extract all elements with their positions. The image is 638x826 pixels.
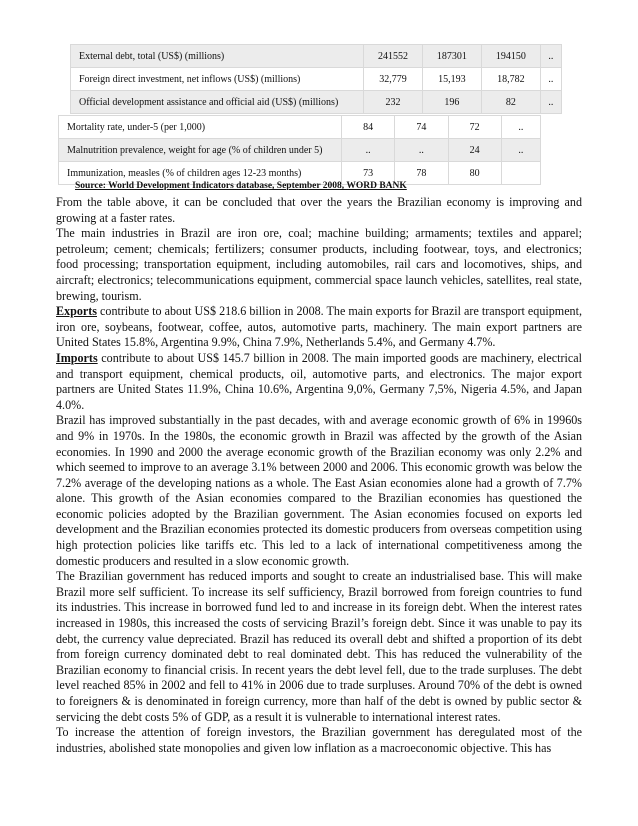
paragraph-exports	[56, 304, 582, 351]
table-cell: ..	[501, 139, 540, 162]
row-label: Official development assistance and official aid (US$) (millions)	[71, 91, 364, 114]
table-cell: 194150	[481, 45, 540, 68]
table-cell: 74	[395, 116, 448, 139]
table-cell: 82	[481, 91, 540, 114]
table-source-note: Source: World Development Indicators database, September 2008, WORD BANK	[75, 181, 407, 191]
table-cell: 187301	[422, 45, 481, 68]
table-row	[71, 68, 562, 91]
table-cell: 80	[448, 162, 501, 185]
table-cell: 196	[422, 91, 481, 114]
table-cell: 15,193	[422, 68, 481, 91]
table-cell: ..	[395, 139, 448, 162]
paragraph: From the table above, it can be concluded that over the years the Brazilian economy is improving and growing at a faster rates.	[56, 195, 582, 225]
table-row	[71, 91, 562, 114]
table-cell: ..	[540, 68, 561, 91]
table-cell: ..	[342, 139, 395, 162]
table-cell: 84	[342, 116, 395, 139]
table-cell: 78	[395, 162, 448, 185]
paragraph: The main industries in Brazil are iron ore, coal; machine building; armaments; textiles and apparel; petroleum; cement; chemicals; fertilizers; consumer products, including footwear, toys, and electronics; food processing; transportation equipment, including automobiles, rail cars and locomotives, ships, and aircraft; electronics; telecommunications equipment, commercial space launch vehicles, satellites, real state, brewing, tourism.	[56, 226, 582, 303]
table-cell: ..	[540, 91, 561, 114]
table-cell: 232	[364, 91, 423, 114]
table-cell: 18,782	[481, 68, 540, 91]
paragraph-text: contribute to about US$ 145.7 billion in 2008. The main imported goods are machinery, electrical and transport equipment, chemical products, oil, automotive parts, and electronics. The major export partners are United States 11.9%, China 10.6%, Argentina 9,0%, Germany 7,5%, Nigeria 4.5%, and Japan 4.0%.	[56, 350, 582, 412]
table-row	[59, 139, 541, 162]
table-cell: ..	[540, 45, 561, 68]
row-label: Foreign direct investment, net inflows (US$) (millions)	[71, 68, 364, 91]
row-label: External debt, total (US$) (millions)	[71, 45, 364, 68]
paragraph: Brazil has improved substantially in the past decades, with and average economic growth of 6% in 19960s and 9% in 1970s. In the 1980s, the economic growth in Brazil was affected by the growth of the Asian economies. In 1990 and 2000 the average economic growth of the Brazilian economy was only 2.2% and which seemed to improve to an average 3.1% between 2000 and 2006. This economic growth was below the 7.2% average of the developing nations as a whole. The East Asian economies alone had a growth of 7.7% alone. This growth of the Asian economies compared to the Brazilian economies has questioned the economic policies adopted by the Brazilian government. The Asian economies focused on exports led development and the Brazilian economies protected its domestic producers from overseas competition using high protection policies like tariffs etc. This led to a lack of international competitiveness among the domestic producers and resulted in a slow economic growth.	[56, 413, 582, 568]
imports-keyword: Imports	[56, 350, 98, 365]
row-label: Immunization, measles (% of children ages 12-23 months)	[59, 162, 342, 185]
table-row	[71, 45, 562, 68]
table-cell: 73	[342, 162, 395, 185]
table-row	[59, 116, 541, 139]
table-cell: 72	[448, 116, 501, 139]
table-cell: 24	[448, 139, 501, 162]
table-cell: 241552	[364, 45, 423, 68]
paragraph-text: contribute to about US$ 218.6 billion in 2008. The main exports for Brazil are transport equipment, iron ore, soybeans, footwear, coffee, autos, automotive parts, machinery. The main export partners are United States 15.8%, Argentina 9.9%, China 7.9%, Netherlands 5.4%, and Germany 4.7%.	[56, 304, 582, 350]
paragraph: The Brazilian government has reduced imports and sought to create an industrialised base. This will make Brazil more self sufficient. To increase its self sufficiency, Brazil borrowed from foreign countries to fund its industries. This increase in borrowed fund led to and increase in its foreign debt. When the interest rates increased in 1980s, this increased the costs of servicing Brazil’s foreign debt. Since it was unable to pay its debt, the currency value depreciated. Brazil has reduced its overall debt and shifted a proportion of its debt from foreign currency dominated debt to real dominated debt. This has reduced the vulnerability of the Brazilian economy to financial crisis. In recent years the debt level fell, due to the trade surpluses. The debt level reached 85% in 2002 and fell to 41% in 2006 due to trade surpluses. Around 70% of the debt is owned to foreigners & is denominated in foreign currency, more than half of the debt is owned by public sector & servicing the debt costs 5% of GDP, as a result it is vulnerable to international interest rates.	[56, 569, 582, 724]
paragraph: To increase the attention of foreign investors, the Brazilian government has deregulated most of the industries, abolished state monopolies and given low inflation as a macroeconomic objective. This has	[56, 725, 582, 755]
table-cell	[501, 162, 540, 185]
exports-keyword: Exports	[56, 304, 97, 319]
row-label: Malnutrition prevalence, weight for age (% of children under 5)	[59, 139, 342, 162]
health-indicators-table	[58, 115, 541, 185]
table-cell: 32,779	[364, 68, 423, 91]
paragraph-imports	[56, 351, 582, 413]
body-text	[56, 195, 582, 756]
debt-investment-table	[70, 44, 562, 114]
row-label: Mortality rate, under-5 (per 1,000)	[59, 116, 342, 139]
table-cell: ..	[501, 116, 540, 139]
